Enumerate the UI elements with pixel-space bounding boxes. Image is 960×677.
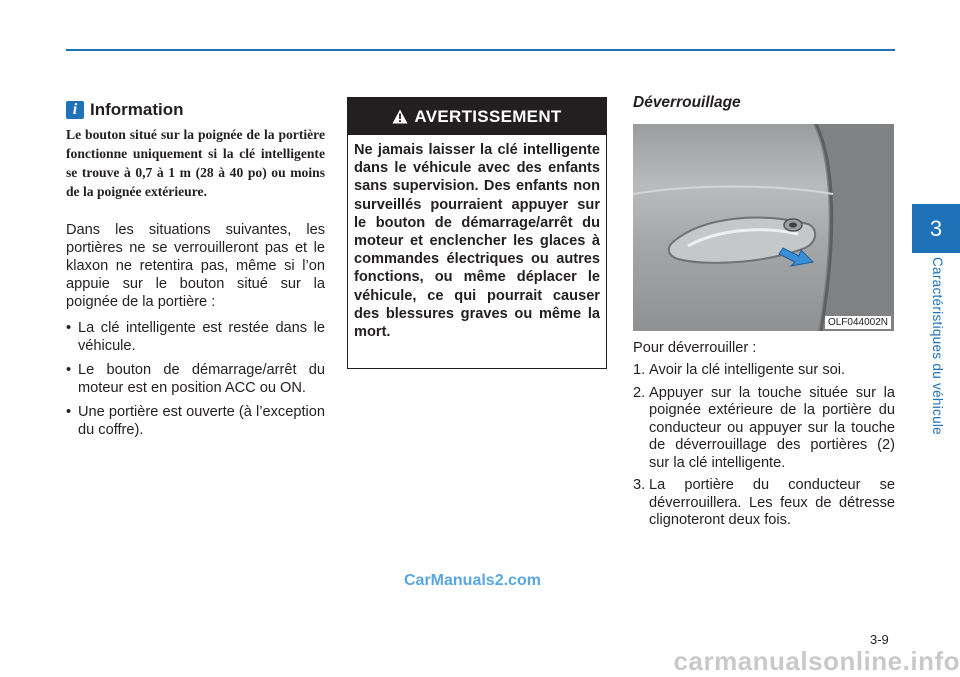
step-text: La portière du conducteur se déverrouillera. Les feux de détresse clignoteront deux fois. [649, 477, 895, 528]
warning-body: Ne jamais laisser la clé intelligente dans le véhicule avec des enfants sans supervision. Des enfants non surveillés pourraient appuyer sur le bouton de démarrage/arrêt du moteur et enclencher les glaces à commandes électriques ou autres fonctions, ou même déplacer le véhicule, ce qui pourrait causer des blessures graves ou même la mort. [354, 142, 600, 341]
information-header [66, 98, 325, 122]
step-item [633, 362, 895, 380]
warning-title: AVERTISSEMENT [414, 106, 562, 126]
step-number: 1. [633, 362, 646, 378]
step-item [633, 385, 895, 473]
warning-triangle-icon [392, 109, 408, 124]
bullet: • [66, 404, 72, 420]
unlock-intro: Pour déverrouiller : [633, 340, 757, 356]
information-title: Information [90, 100, 184, 119]
chapter-number: 3 [929, 215, 943, 241]
information-body: Le bouton situé sur la poignée de la portière fonctionne uniquement si la clé intelligente se trouve à 0,7 à 1 m (28 à 40 po) ou moins de la poignée extérieure. [66, 127, 325, 199]
chapter-tab[interactable] [912, 204, 960, 253]
photo-caption: OLF044002N [825, 316, 891, 329]
section-title: Déverrouillage [633, 94, 741, 111]
footer-watermark: carmanualsonline.info [673, 646, 960, 676]
chapter-label: Caractéristiques du véhicule [930, 257, 945, 435]
info-icon: i [66, 101, 84, 119]
warning-box [347, 97, 607, 369]
list-item [66, 319, 325, 355]
situations-list [66, 319, 325, 439]
bullet: • [66, 320, 72, 336]
step-text: Avoir la clé intelligente sur soi. [649, 362, 846, 378]
left-column [66, 98, 325, 445]
carmanuals-watermark: CarManuals2.com [404, 572, 541, 589]
step-item [633, 477, 895, 530]
situations-paragraph: Dans les situations suivantes, les portières ne se verrouilleront pas et le klaxon ne retentira pas, même si l’on appuie sur le bouton situé sur la poignée de la portière : [66, 222, 325, 310]
warning-header [348, 98, 606, 135]
step-number: 3. [633, 477, 646, 493]
step-text: Appuyer sur la touche située sur la poignée extérieure de la portière du conducteur ou appuyer sur la touche de déverrouillage des portières (2) sur la clé intelligente. [649, 384, 895, 471]
page-number: 3-9 [870, 632, 889, 647]
list-item [66, 361, 325, 397]
door-handle-illustration [633, 124, 894, 331]
bullet-text: Une portière est ouverte (à l’exception du coffre). [78, 404, 325, 438]
right-column [633, 94, 895, 535]
bullet: • [66, 362, 72, 378]
step-number: 2. [633, 384, 646, 401]
unlock-steps [633, 362, 895, 530]
bullet-text: Le bouton de démarrage/arrêt du moteur est en position ACC ou ON. [78, 362, 325, 396]
door-handle-photo [633, 124, 894, 331]
top-rule [66, 49, 895, 51]
bullet-text: La clé intelligente est restée dans le véhicule. [78, 320, 325, 354]
list-item [66, 403, 325, 439]
